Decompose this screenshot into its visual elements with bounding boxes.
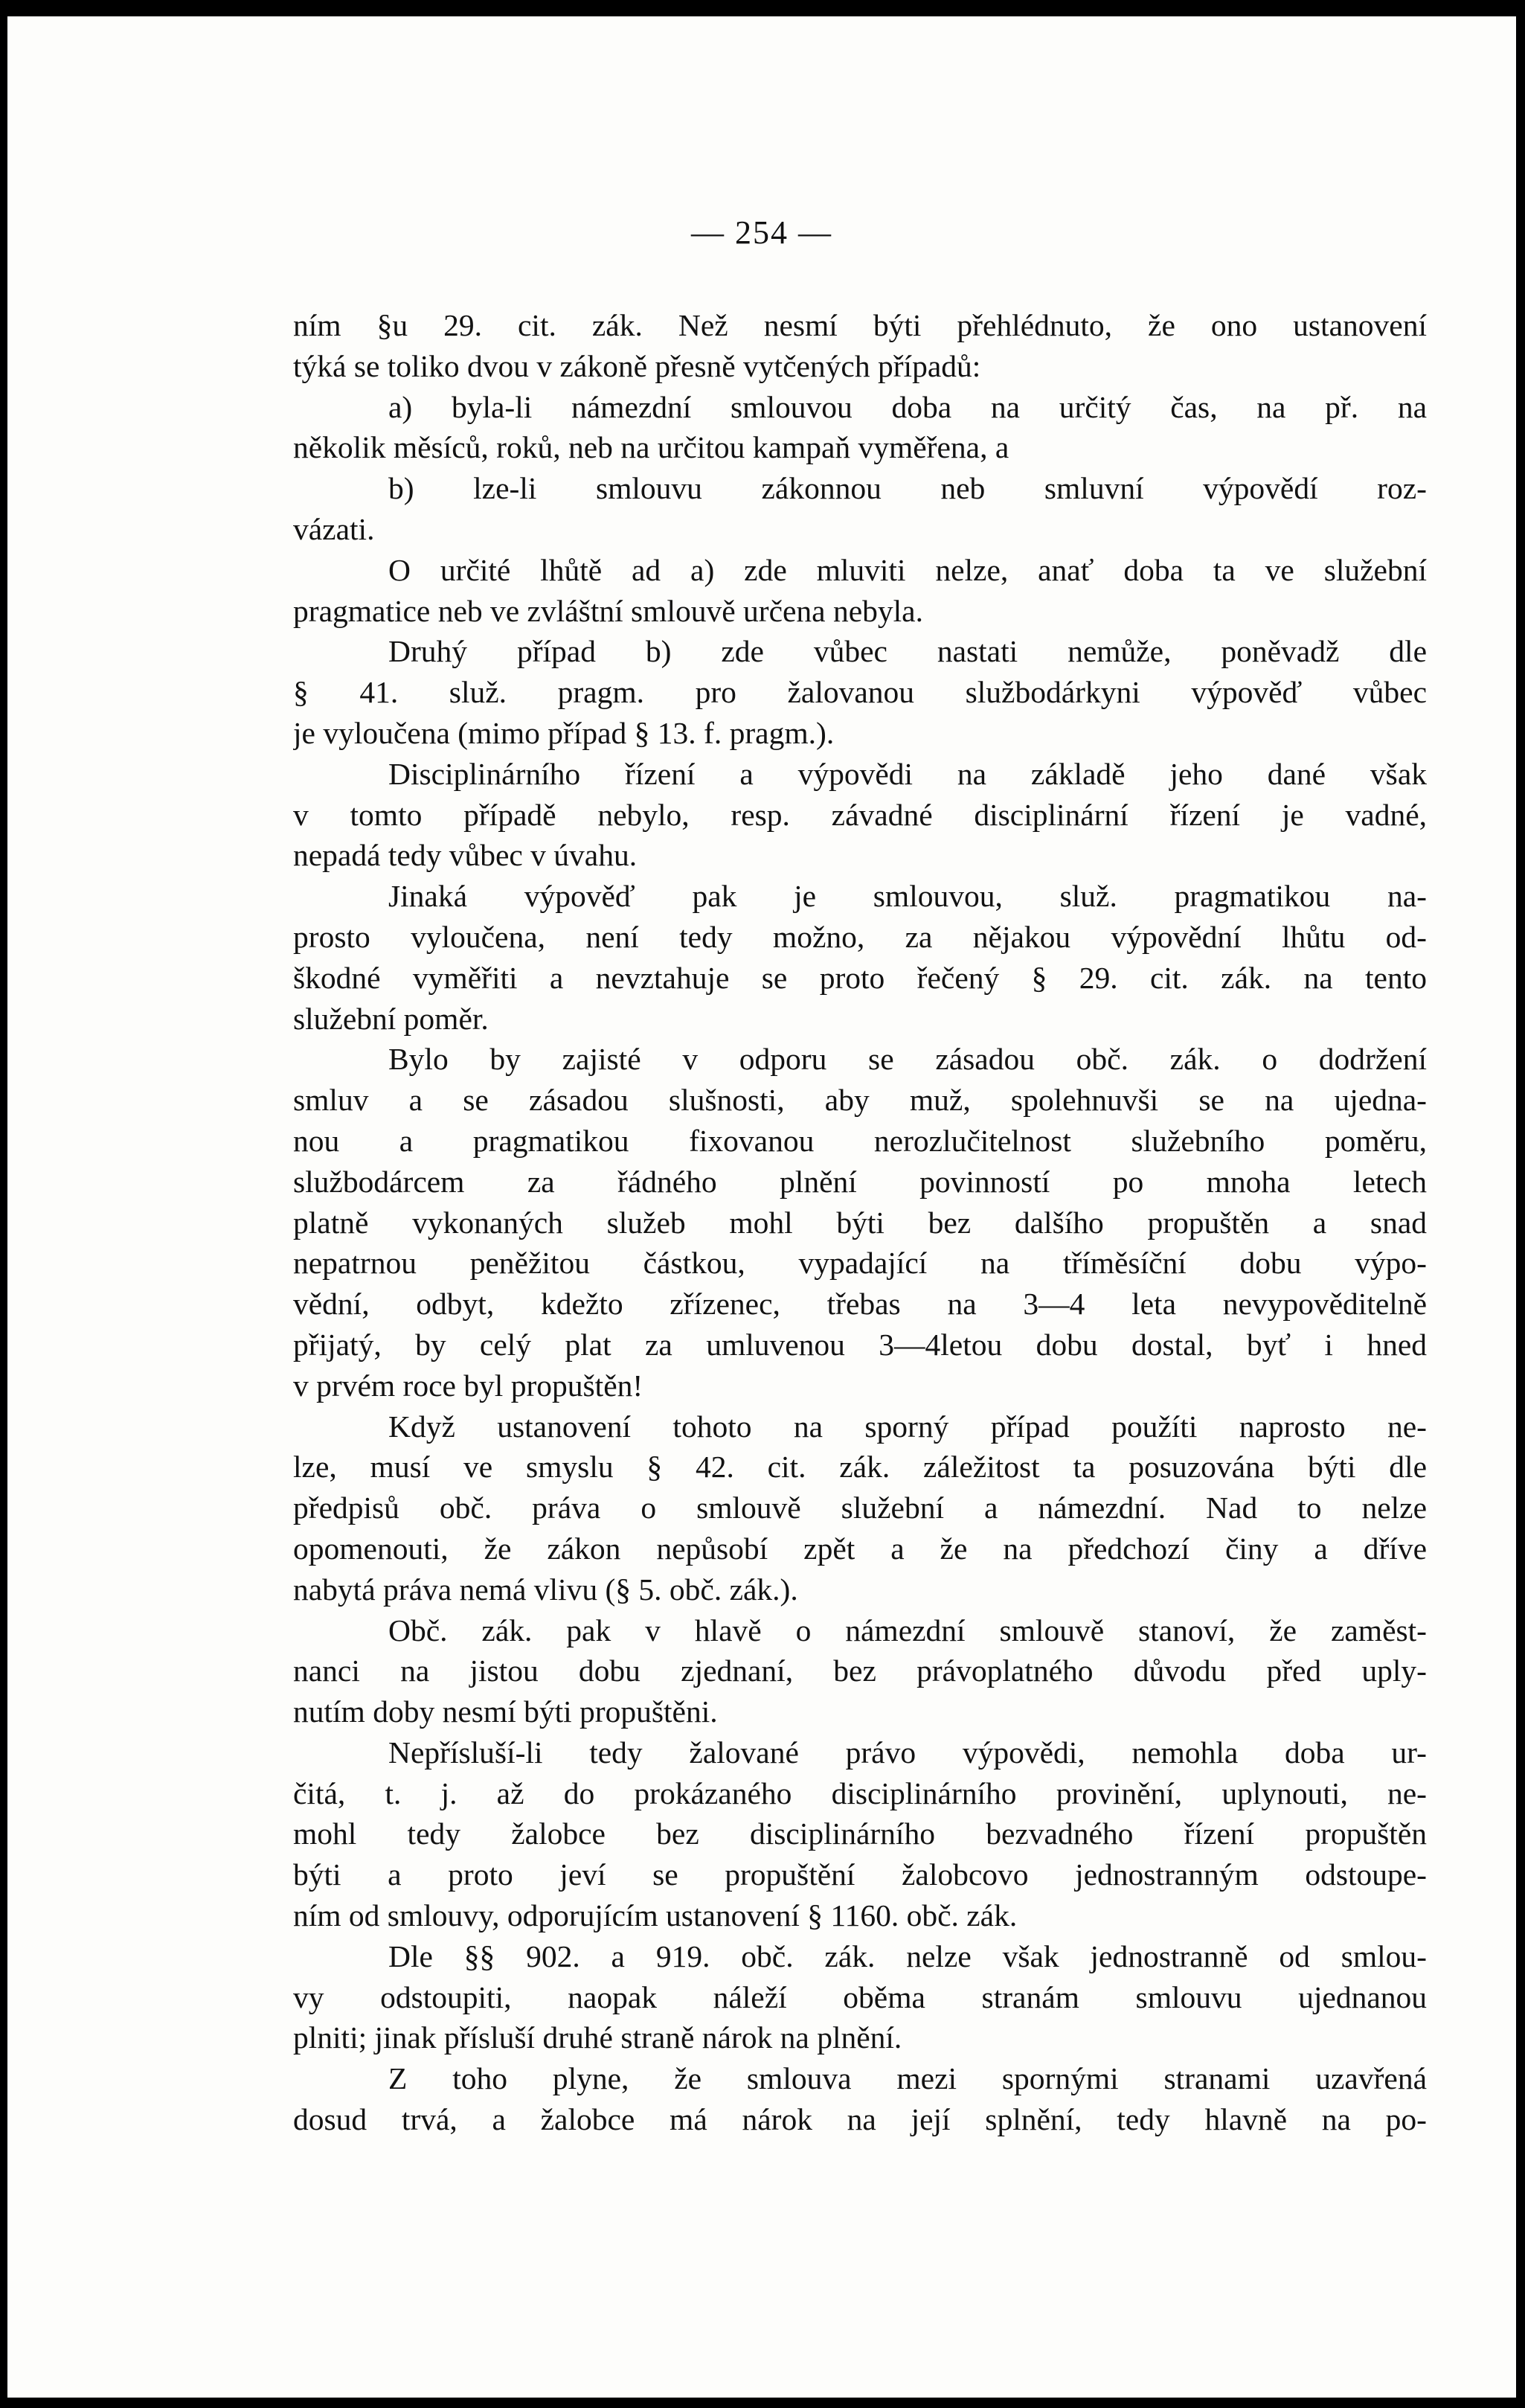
text-line: platně vykonaných služeb mohl býti bez dalšího propuštěn a snad [293, 1205, 1427, 1240]
text-line: smluv a se zásadou slušnosti, aby muž, spolehnuvši se na ujedna- [293, 1083, 1427, 1118]
text-line: Bylo by zajisté v odporu se zásadou obč. zák. o dodržení [388, 1042, 1427, 1077]
text-line: a) byla-li námezdní smlouvou doba na určitý čas, na př. na [388, 389, 1427, 424]
text-line: opomenouti, že zákon nepůsobí zpět a že na předchozí činy a dříve [293, 1531, 1427, 1566]
text-line: O určité lhůtě ad a) zde mluviti nelze, anať doba ta ve služební [388, 552, 1427, 587]
text-line: čitá, t. j. až do prokázaného disciplinárního provinění, uplynouti, ne- [293, 1775, 1427, 1810]
text-line: prosto vyloučena, není tedy možno, za nějakou výpovědní lhůtu od- [293, 919, 1427, 954]
text-line: pragmatice neb ve zvláštní smlouvě určena nebyla. [293, 593, 923, 628]
text-line: nutím doby nesmí býti propuštěni. [293, 1694, 718, 1729]
body-text [293, 305, 1427, 2140]
text-line: Jinaká výpověď pak je smlouvou, služ. pragmatikou na- [388, 879, 1427, 914]
text-line: § 41. služ. pragm. pro žalovanou službodárkyni výpověď vůbec [293, 675, 1427, 710]
text-line: b) lze-li smlouvu zákonnou neb smluvní výpovědí roz- [388, 471, 1427, 506]
text-line: nanci na jistou dobu zjednaní, bez právoplatného důvodu před uply- [293, 1653, 1427, 1688]
text-line: několik měsíců, roků, neb na určitou kampaň vyměřena, a [293, 430, 1009, 465]
text-line: předpisů obč. práva o smlouvě služební a námezdní. Nad to nelze [293, 1490, 1427, 1525]
text-line: přijatý, by celý plat za umluvenou 3—4letou dobu dostal, byť i hned [293, 1327, 1427, 1362]
text-line: ním §u 29. cit. zák. Než nesmí býti přehlédnuto, že ono ustanovení [293, 308, 1427, 342]
page-number: — 254 — [691, 214, 832, 251]
text-line: týká se toliko dvou v zákoně přesně vytčených případů: [293, 348, 981, 383]
text-line: nabytá práva nemá vlivu (§ 5. obč. zák.). [293, 1572, 798, 1607]
text-line: nou a pragmatikou fixovanou nerozlučitelnost služebního poměru, [293, 1123, 1427, 1158]
text-line: v prvém roce byl propuštěn! [293, 1368, 643, 1403]
text-line: nepatrnou peněžitou částkou, vypadající na tříměsíční dobu výpo- [293, 1246, 1427, 1281]
text-line: Disciplinárního řízení a výpovědi na základě jeho dané však [388, 756, 1427, 791]
text-line: Když ustanovení tohoto na sporný případ použíti naprosto ne- [388, 1409, 1427, 1444]
text-line: vy odstoupiti, naopak náleží oběma stranám smlouvu ujednanou [293, 1979, 1427, 2014]
text-line: lze, musí ve smyslu § 42. cit. zák. záležitost ta posuzována býti dle [293, 1450, 1427, 1485]
text-line: Nepřísluší-li tedy žalované právo výpovědi, nemohla doba ur- [388, 1735, 1427, 1770]
text-line: ním od smlouvy, odporujícím ustanovení § 1160. obč. zák. [293, 1898, 1018, 1933]
text-line: nepadá tedy vůbec v úvahu. [293, 838, 638, 873]
text-line: vědní, odbyt, kdežto zřízenec, třebas na 3—4 leta nevypověditelně [293, 1287, 1427, 1322]
text-line: v tomto případě nebylo, resp. závadné disciplinární řízení je vadné, [293, 797, 1427, 832]
text-line: dosud trvá, a žalobce má nárok na její splnění, tedy hlavně na po- [293, 2102, 1427, 2137]
text-line: služební poměr. [293, 1001, 489, 1036]
text-line: Z toho plyne, že smlouva mezi spornými stranami uzavřená [388, 2061, 1427, 2096]
text-line: plniti; jinak přísluší druhé straně nárok na plnění. [293, 2020, 902, 2055]
text-line: Dle §§ 902. a 919. obč. zák. nelze však jednostranně od smlou- [388, 1938, 1427, 1973]
text-line: mohl tedy žalobce bez disciplinárního bezvadného řízení propuštěn [293, 1816, 1427, 1851]
text-line: Obč. zák. pak v hlavě o námezdní smlouvě stanoví, že zaměst- [388, 1613, 1427, 1648]
text-line: službodárcem za řádného plnění povinností po mnoha letech [293, 1164, 1427, 1199]
text-line: škodné vyměřiti a nevztahuje se proto řečený § 29. cit. zák. na tento [293, 960, 1427, 995]
scanned-page [7, 16, 1516, 2398]
text-line: Druhý případ b) zde vůbec nastati nemůže, poněvadž dle [388, 634, 1427, 669]
text-line: býti a proto jeví se propuštění žalobcovo jednostranným odstoupe- [293, 1857, 1427, 1892]
text-line: vázati. [293, 511, 375, 546]
text-line: je vyloučena (mimo případ § 13. f. pragm.). [293, 715, 835, 750]
